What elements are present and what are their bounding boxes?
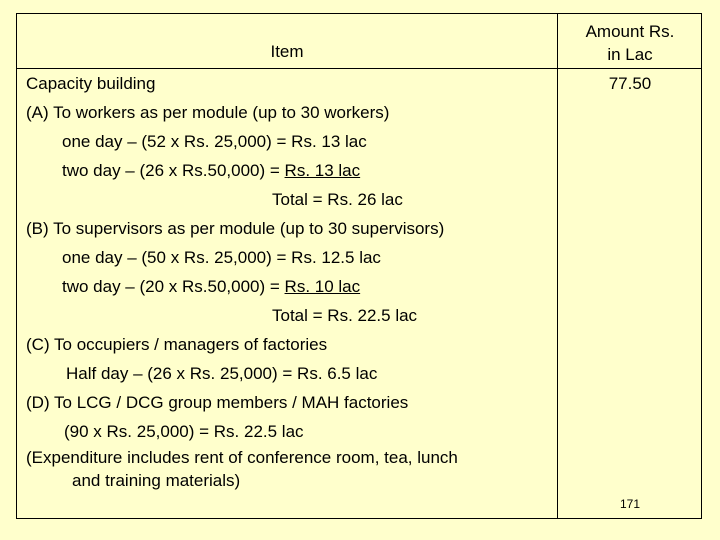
expenditure-note-line1: (Expenditure includes rent of conference room, tea, lunch [26, 448, 458, 467]
page-number: 171 [619, 497, 641, 511]
cost-table [16, 13, 702, 519]
section-b-two-day-value: Rs. 10 lac [284, 277, 361, 296]
section-c-heading: (C) To occupiers / managers of factories [26, 335, 328, 354]
amount-header-line1: Amount Rs. [585, 22, 675, 41]
item-description [26, 69, 551, 492]
expenditure-note-line2: and training materials) [72, 471, 241, 490]
section-c-half-day: Half day – (26 x Rs. 25,000) = Rs. 6.5 lac [66, 364, 378, 383]
section-a-total [26, 185, 551, 214]
section-a-one-day: one day – (52 x Rs. 25,000) = Rs. 13 lac [62, 132, 367, 151]
section-d-heading: (D) To LCG / DCG group members / MAH factories [26, 393, 409, 412]
section-a-heading: (A) To workers as per module (up to 30 workers) [26, 103, 390, 122]
section-b-one-day: one day – (50 x Rs. 25,000) = Rs. 12.5 lac [62, 248, 381, 267]
section-b-two-day-text: two day – (20 x Rs.50,000) = [62, 277, 285, 296]
section-b-heading: (B) To supervisors as per module (up to 30 supervisors) [26, 219, 445, 238]
item-column-header: Item [270, 42, 304, 61]
section-a-total-label: Total = [272, 190, 328, 209]
section-b-total-value: Rs. 22.5 lac [327, 306, 418, 325]
section-b-total-label: Total = [272, 306, 328, 325]
section-a-total-value: Rs. 26 lac [327, 190, 403, 209]
section-d-detail: (90 x Rs. 25,000) = Rs. 22.5 lac [64, 422, 304, 441]
amount-header-line2: in Lac [607, 45, 653, 64]
amount-value: 77.50 [608, 74, 652, 93]
section-a-two-day-text: two day – (26 x Rs.50,000) = [62, 161, 285, 180]
section-a-two-day [26, 156, 551, 185]
section-b-two-day [26, 272, 551, 301]
capacity-building-title: Capacity building [26, 74, 156, 93]
amount-column-header [558, 20, 702, 66]
section-a-two-day-value: Rs. 13 lac [284, 161, 361, 180]
section-b-total [26, 301, 551, 330]
